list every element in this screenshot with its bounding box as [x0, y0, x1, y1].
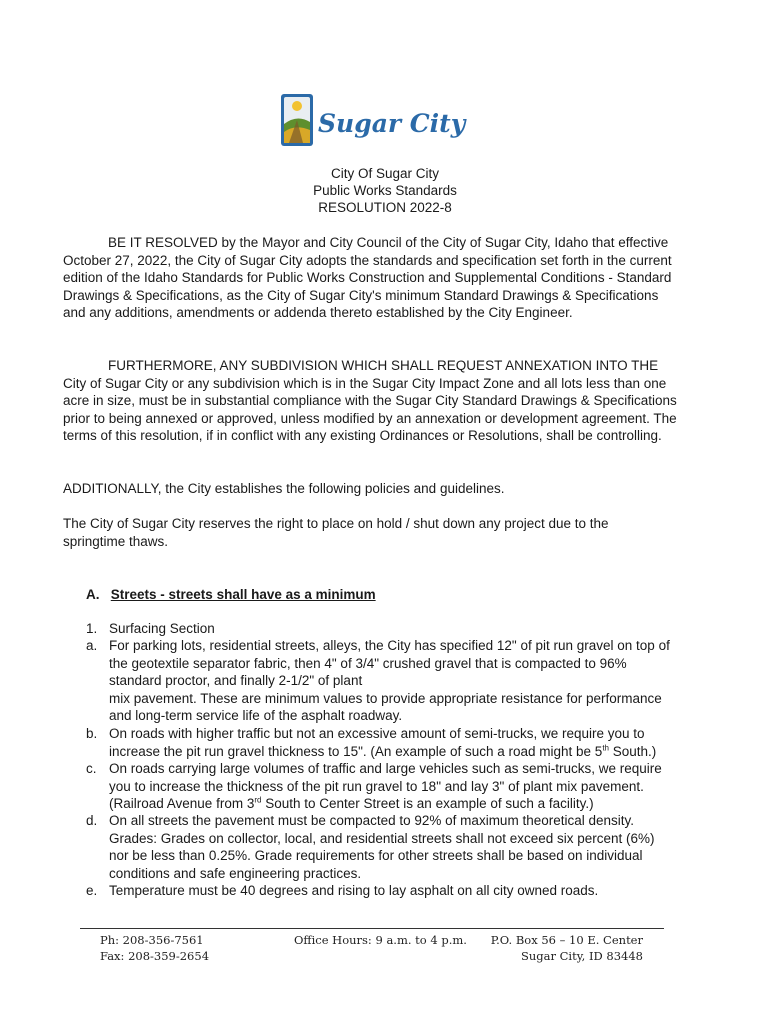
list-text: Temperature must be 40 degrees and rising to lay asphalt on all city owned roads.: [109, 883, 599, 898]
section-a-heading: [86, 586, 376, 603]
list-text-continued: mix pavement. These are minimum values to provide appropriate resistance for performance and long-term service life of the asphalt roadway.: [109, 690, 662, 723]
list-item-e: [86, 882, 686, 900]
list-marker: b.: [86, 726, 98, 741]
footer-divider: [80, 928, 664, 929]
list-marker: c.: [86, 761, 97, 776]
footer-address-line2: Sugar City, ID 83448: [520, 949, 643, 963]
list-item-a: [86, 637, 671, 725]
list-marker: a.: [86, 638, 98, 653]
footer-phone: Ph: 208-356-7561: [100, 933, 204, 947]
paragraph-additionally: ADDITIONALLY, the City establishes the following policies and guidelines.: [63, 481, 505, 496]
section-letter: A.: [86, 587, 100, 602]
paragraph-furthermore: FURTHERMORE, ANY SUBDIVISION WHICH SHALL REQUEST ANNEXATION INTO THE City of Sugar City or any subdivision which is in the Sugar City Impact Zone and all lots less than one acre in size, must be in substantial compliance with the Sugar City Standard Drawings & Specifications prior to being annexed or approved, unless modified by an annexation or development agreement. The terms of this resolution, if in conflict with any existing Ordinances or Resolutions, shall be controlling.: [63, 358, 677, 443]
list-item-surfacing: [86, 620, 686, 638]
list-marker: d.: [86, 813, 98, 828]
paragraph-thaws: The City of Sugar City reserves the right to place on hold / shut down any project due to the springtime thaws.: [63, 516, 609, 549]
footer-address-line1: P.O. Box 56 – 10 E. Center: [490, 933, 643, 947]
logo-wordmark: Sugar City: [318, 109, 466, 138]
list-marker: 1.: [86, 621, 98, 636]
sugar-city-logo: [281, 94, 466, 146]
list-item-c: [86, 760, 681, 813]
list-text: On roads carrying large volumes of traffic and large vehicles such as semi-trucks, we require you to increase the thickness of the pit run gravel to 18" and lay 3" of plant mix pavement. (Railroad Avenue from 3rd South to Center Street is an example of such a facility.): [109, 761, 662, 811]
logo-emblem-icon: [281, 94, 466, 146]
footer-hours: Office Hours: 9 a.m. to 4 p.m.: [294, 933, 467, 947]
list-text: On roads with higher traffic but not an excessive amount of semi-trucks, we require you to increase the pit run gravel thickness to 15". (An example of such a road might be 5th South.): [109, 726, 657, 759]
header-line-city: City Of Sugar City: [330, 166, 440, 181]
list-text: For parking lots, residential streets, alleys, the City has specified 12" of pit run gravel on top of the geotextile separator fabric, then 4" of 3/4" crushed gravel that is compacted to 96% standard proctor, and finally 2-1/2" of plant: [109, 638, 670, 688]
list-item-d: [86, 812, 671, 882]
header-line-resolution: RESOLUTION 2022-8: [318, 200, 452, 215]
section-title: Streets - streets shall have as a minimum: [110, 587, 376, 602]
list-item-b: [86, 725, 686, 760]
footer-fax: Fax: 208-359-2654: [100, 949, 210, 963]
list-marker: e.: [86, 883, 98, 898]
list-text: Surfacing Section: [109, 621, 215, 636]
list-text: On all streets the pavement must be compacted to 92% of maximum theoretical density. Grades: Grades on collector, local, and residential streets shall not exceed six percent (6%) nor be less than 0.25%. Grade requirements for other streets shall be based on individual conditions and safe engineering practices.: [109, 813, 655, 881]
header-line-standards: Public Works Standards: [313, 183, 457, 198]
paragraph-resolved: BE IT RESOLVED by the Mayor and City Council of the City of Sugar City, Idaho that effective October 27, 2022, the City of Sugar City adopts the standards and specification set forth in the current edition of the Idaho Standards for Public Works Construction and Supplemental Conditions - Standard Drawings & Specifications, as the City of Sugar City's minimum Standard Drawings & Specifications and any additions, amendments or addenda thereto established by the City Engineer.: [63, 235, 672, 320]
